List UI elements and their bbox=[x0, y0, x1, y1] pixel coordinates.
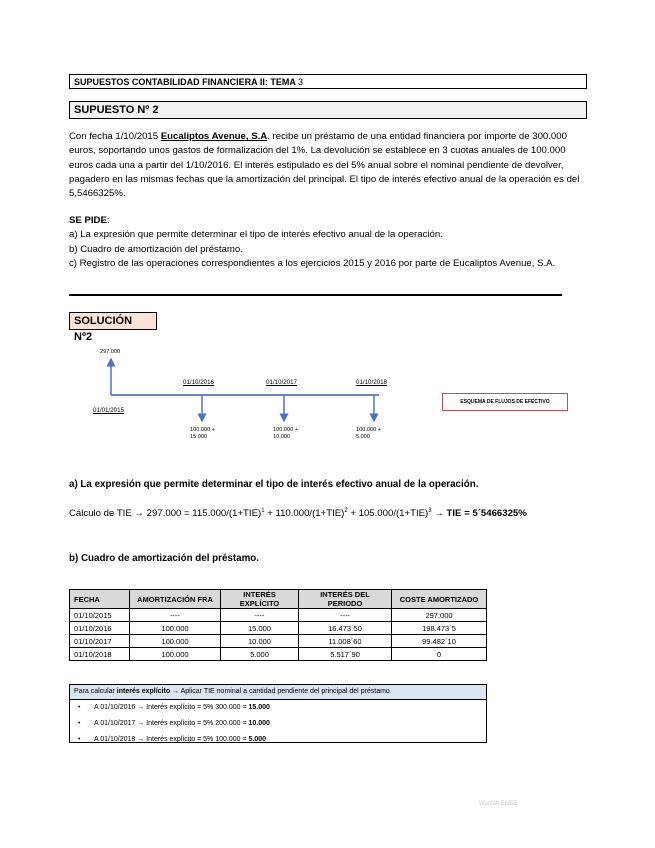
supuesto-title bbox=[69, 101, 587, 119]
note-item-date: A 01/10/2016 bbox=[94, 704, 136, 711]
outflow-principal: 100.000 + bbox=[356, 427, 382, 433]
note-item-date: A 01/10/2018 bbox=[94, 736, 136, 743]
list-item bbox=[70, 716, 486, 732]
eq-term-1: 297.000 = 115.000/(1+TIE) bbox=[144, 508, 262, 520]
flow-date-2017: 01/10/2017 bbox=[266, 379, 297, 386]
cell-interes-periodo: 16.473´50 bbox=[299, 622, 392, 635]
table-header-row bbox=[70, 590, 487, 609]
cell-interes-explicito: 10.000 bbox=[221, 635, 299, 648]
cell-fecha: 01/10/2018 bbox=[70, 648, 130, 661]
document-header bbox=[69, 74, 587, 89]
arrow-right-icon: → bbox=[137, 720, 145, 727]
flow-date-2018: 01/10/2018 bbox=[356, 379, 387, 386]
col-header-interes-periodo: INTERÉS DEL PERIODO bbox=[299, 590, 392, 609]
eq-result: TIE = 5´5466325% bbox=[446, 508, 527, 520]
inflow-amount: 297.000 bbox=[100, 349, 121, 355]
note-item-value: 5.000 bbox=[248, 736, 267, 743]
note-item-value: 15.000 bbox=[248, 704, 270, 711]
cell-amortizacion: 100.000 bbox=[130, 648, 221, 661]
cell-amortizacion: ---- bbox=[130, 609, 221, 622]
flow-legend-text: ESQUEMA DE FLUJOS DE EFECTIVO bbox=[460, 399, 550, 405]
cell-interes-explicito: ---- bbox=[221, 609, 299, 622]
arrow-right-icon: → bbox=[137, 736, 145, 743]
outflow-label-2016 bbox=[190, 427, 215, 441]
cell-coste-amortizado: 297.000 bbox=[392, 609, 487, 622]
arrow-right-icon: → bbox=[172, 688, 180, 695]
interest-note-box bbox=[69, 684, 487, 743]
cell-amortizacion: 100.000 bbox=[130, 622, 221, 635]
header-number: 3 bbox=[298, 77, 304, 87]
eq-exp-3: 3 bbox=[428, 508, 432, 514]
cell-interes-periodo: ---- bbox=[299, 609, 392, 622]
col-header-fecha: FECHA bbox=[70, 590, 130, 609]
tie-equation bbox=[69, 508, 649, 519]
task-a: a) La expresión que permite determinar el tipo de interés efectivo anual de la operación. bbox=[69, 229, 443, 241]
intro-text-before: Con fecha 1/10/2015 bbox=[69, 131, 161, 142]
eq-exp-1: 1 bbox=[261, 508, 265, 514]
note-header bbox=[70, 685, 486, 700]
cell-coste-amortizado: 0 bbox=[392, 648, 487, 661]
cell-fecha: 01/10/2015 bbox=[70, 609, 130, 622]
start-date: 01/01/2015 bbox=[93, 407, 124, 414]
se-pide-block bbox=[69, 214, 609, 271]
eq-term-3: + 105.000/(1+TIE) bbox=[347, 508, 429, 520]
intro-paragraph bbox=[69, 130, 585, 201]
outflow-interest: 15.000 bbox=[190, 434, 208, 440]
intro-text-after: . recibe un préstamo de una entidad financiera por importe de 300.000 euros, soportando unos gastos de formalización del 1%. La devolución se establece en 3 cuotas anuales de 100.000 euros cada una a partir del 1/10/2016. El interés estipulado es del 5% anual sobre el nominal pendiente de devolver, pagadero en las mismas fechas que la amortización del principal. El tipo de interés efectivo anual de la operación es del 5,5466325%. bbox=[69, 131, 580, 200]
arrow-right-icon: → bbox=[137, 704, 145, 711]
note-head-bold: interés explícito bbox=[116, 688, 171, 695]
col-header-amortizacion: AMORTIZACIÓN FRA bbox=[130, 590, 221, 609]
company-name: Eucaliptos Avenue, S.A bbox=[160, 131, 268, 142]
table-row bbox=[70, 648, 487, 661]
cell-interes-explicito: 15.000 bbox=[221, 622, 299, 635]
arrow-right-icon: → bbox=[434, 508, 444, 520]
arrow-right-icon: → bbox=[134, 508, 145, 520]
col-header-coste-amortizado: COSTE AMORTIZADO bbox=[392, 590, 487, 609]
cell-interes-explicito: 5.000 bbox=[221, 648, 299, 661]
outflow-principal: 100.000 + bbox=[190, 427, 216, 433]
note-head-before: Para calcular bbox=[74, 688, 117, 695]
amortization-table bbox=[69, 589, 487, 661]
se-pide-label: SE PIDE bbox=[69, 215, 107, 226]
table-row bbox=[70, 622, 487, 635]
list-item bbox=[70, 700, 486, 716]
task-c: c) Registro de las operaciones correspondientes a los ejercicios 2015 y 2016 por parte de Eucaliptos Avenue, S.A. bbox=[69, 257, 556, 269]
flow-legend-box bbox=[442, 393, 568, 411]
outflow-principal: 100.000 + bbox=[273, 427, 299, 433]
cell-interes-periodo: 5.517´90 bbox=[299, 648, 392, 661]
list-item bbox=[70, 732, 486, 748]
section-b-title: b) Cuadro de amortización del préstamo. bbox=[69, 553, 259, 564]
outflow-label-2018 bbox=[356, 427, 381, 441]
cell-fecha: 01/10/2017 bbox=[70, 635, 130, 648]
section-a-title: a) La expresión que permite determinar el tipo de interés efectivo anual de la operación. bbox=[69, 479, 479, 490]
cell-coste-amortizado: 99.482´10 bbox=[392, 635, 487, 648]
solucion-title bbox=[69, 312, 157, 343]
col-header-interes-explicito: INTERÉS EXPLÍCITO bbox=[221, 590, 299, 609]
header-title: SUPUESTOS CONTABILIDAD FINANCIERA II: TEMA bbox=[74, 77, 296, 87]
eq-term-2: + 110.000/(1+TIE) bbox=[264, 508, 345, 520]
supuesto-title-text: SUPUESTO Nº 2 bbox=[74, 104, 159, 116]
bullet-icon: • bbox=[78, 736, 81, 743]
cell-coste-amortizado: 198.473´5 bbox=[392, 622, 487, 635]
footer-watermark: Wuolah.ENBE bbox=[479, 801, 518, 807]
cell-amortizacion: 100.000 bbox=[130, 635, 221, 648]
section-divider bbox=[69, 294, 562, 296]
eq-lead: Cálculo de TIE bbox=[69, 508, 132, 520]
solucion-title-text: SOLUCIÓN Nº2 bbox=[74, 315, 133, 343]
note-item-text: Interés explícito = 5% 200.000 = bbox=[144, 720, 249, 727]
outflow-interest: 5.000 bbox=[356, 434, 370, 440]
cell-interes-periodo: 11.008´60 bbox=[299, 635, 392, 648]
table-row bbox=[70, 609, 487, 622]
note-item-value: 10.000 bbox=[248, 720, 270, 727]
cell-fecha: 01/10/2016 bbox=[70, 622, 130, 635]
eq-exp-2: 2 bbox=[344, 508, 348, 514]
bullet-icon: • bbox=[78, 720, 81, 727]
outflow-interest: 10.000 bbox=[273, 434, 291, 440]
task-b: b) Cuadro de amortización del préstamo. bbox=[69, 243, 243, 255]
outflow-label-2017 bbox=[273, 427, 298, 441]
bullet-icon: • bbox=[78, 704, 81, 711]
se-pide-colon: : bbox=[106, 215, 110, 226]
note-item-text: Interés explícito = 5% 300.000 = bbox=[144, 704, 249, 711]
note-item-text: Interés explícito = 5% 100.000 = bbox=[144, 736, 249, 743]
flow-date-2016: 01/10/2016 bbox=[183, 379, 214, 386]
note-head-after: Aplicar TIE nominal a cantidad pendiente del principal del préstamo bbox=[179, 688, 390, 695]
note-item-date: A 01/10/2017 bbox=[94, 720, 136, 727]
table-row bbox=[70, 635, 487, 648]
